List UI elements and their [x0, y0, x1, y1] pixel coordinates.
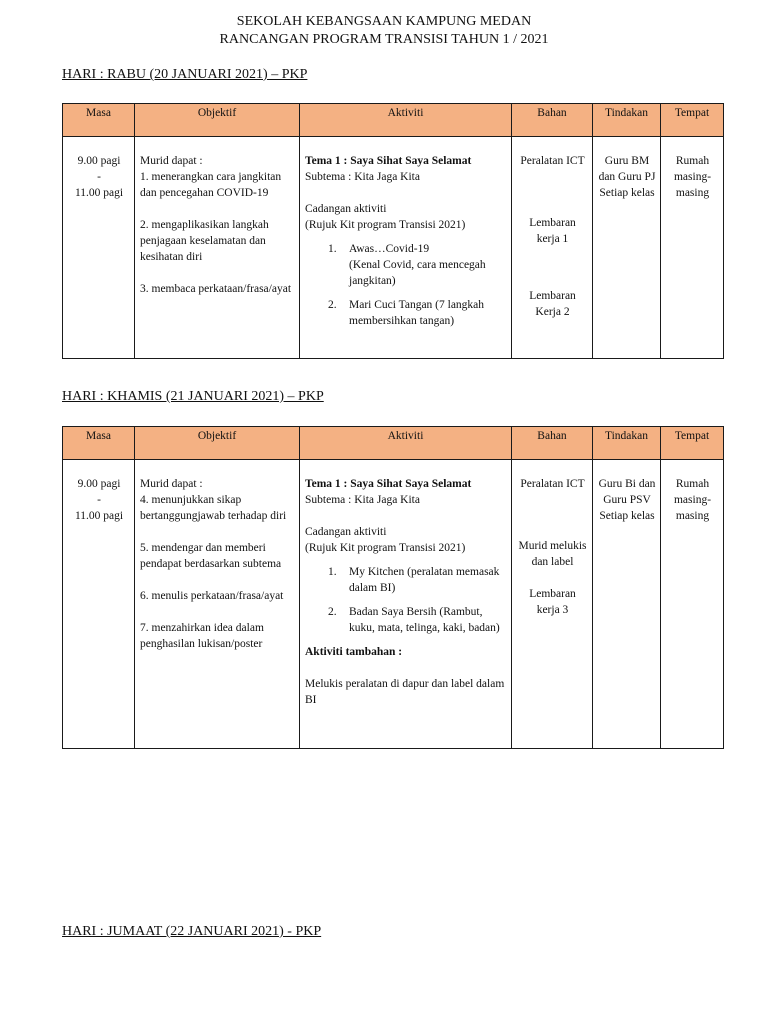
objektif-item: 1. menerangkan cara jangkitan dan pencegahan COVID-19 [140, 171, 282, 199]
tindakan-cell [593, 460, 661, 749]
school-name: SEKOLAH KEBANGSAAN KAMPUNG MEDAN [236, 14, 532, 29]
activity-list [305, 564, 507, 636]
objektif-item: 4. menunjukkan sikap bertanggungjawab terhadap diri [140, 494, 287, 522]
col-objektif: Objektif [135, 104, 300, 137]
table-row [63, 137, 724, 359]
table-header-row [63, 427, 724, 460]
day2-plan-table [62, 426, 724, 749]
col-aktiviti: Aktiviti [300, 427, 512, 460]
col-objektif: Objektif [135, 427, 300, 460]
col-masa: Masa [63, 104, 135, 137]
subtema-label: Subtema : Kita Jaga Kita [305, 171, 420, 183]
tempat-cell: Rumah masing-masing [661, 137, 724, 359]
tindakan-teacher: Guru BM dan Guru PJ [598, 155, 656, 183]
time-end: 11.00 pagi [74, 187, 124, 199]
objektif-item: 3. membaca perkataan/frasa/ayat [140, 283, 292, 295]
day1-plan-table [62, 103, 724, 359]
subtema-label: Subtema : Kita Jaga Kita [305, 494, 420, 506]
bahan-item: Lembaran kerja 1 [529, 217, 576, 245]
objektif-cell [135, 460, 300, 749]
time-end: 11.00 pagi [74, 510, 124, 522]
col-tindakan: Tindakan [593, 104, 661, 137]
objektif-item: 5. mendengar dan memberi pendapat berdasarkan subtema [140, 542, 282, 570]
table-row [63, 460, 724, 749]
col-bahan: Bahan [512, 104, 593, 137]
tambahan-label: Aktiviti tambahan : [305, 646, 403, 658]
bahan-item: Lembaran Kerja 2 [529, 290, 576, 318]
time-separator: - [97, 494, 101, 506]
bahan-item: Lembaran kerja 3 [529, 588, 576, 616]
time-separator: - [97, 171, 101, 183]
col-tempat: Tempat [661, 104, 724, 137]
masa-cell [63, 137, 135, 359]
bahan-item: Murid melukis dan label [518, 540, 587, 568]
list-item: 1. Awas…Covid-19 (Kenal Covid, cara mencegah jangkitan) [328, 243, 486, 287]
tindakan-scope: Setiap kelas [599, 187, 655, 199]
activity-list [305, 241, 507, 329]
program-title: RANCANGAN PROGRAM TRANSISI TAHUN 1 / 2021 [219, 32, 549, 47]
aktiviti-cell [300, 137, 512, 359]
tindakan-teacher: Guru Bi dan Guru PSV [598, 478, 656, 506]
masa-cell [63, 460, 135, 749]
objektif-cell [135, 137, 300, 359]
tema-label: Tema 1 : Saya Sihat Saya Selamat [305, 478, 472, 490]
list-item: 1. My Kitchen (peralatan memasak dalam BI) [328, 566, 500, 594]
objektif-item: 6. menulis perkataan/frasa/ayat [140, 590, 284, 602]
col-masa: Masa [63, 427, 135, 460]
day2-heading: HARI : KHAMIS (21 JANUARI 2021) – PKP [62, 389, 324, 404]
cadangan-label: Cadangan aktiviti [305, 526, 387, 538]
list-item: 2. Badan Saya Bersih (Rambut, kuku, mata, telinga, kaki, badan) [328, 606, 500, 634]
tindakan-cell [593, 137, 661, 359]
rujuk-label: (Rujuk Kit program Transisi 2021) [305, 542, 466, 554]
col-tempat: Tempat [661, 427, 724, 460]
col-tindakan: Tindakan [593, 427, 661, 460]
bahan-cell [512, 460, 593, 749]
objektif-intro: Murid dapat : [140, 155, 203, 167]
time-start: 9.00 pagi [77, 478, 121, 490]
tindakan-scope: Setiap kelas [599, 510, 655, 522]
tema-label: Tema 1 : Saya Sihat Saya Selamat [305, 155, 472, 167]
tambahan-text: Melukis peralatan di dapur dan label dalam BI [305, 678, 505, 706]
rujuk-label: (Rujuk Kit program Transisi 2021) [305, 219, 466, 231]
day3-heading: HARI : JUMAAT (22 JANUARI 2021) - PKP [62, 924, 322, 939]
bahan-item: Peralatan ICT [520, 478, 585, 490]
tempat-cell: Rumah masing-masing [661, 460, 724, 749]
list-item: 2. Mari Cuci Tangan (7 langkah membersihkan tangan) [328, 299, 485, 327]
col-bahan: Bahan [512, 427, 593, 460]
bahan-item: Peralatan ICT [520, 155, 585, 167]
bahan-cell [512, 137, 593, 359]
objektif-item: 7. menzahirkan idea dalam penghasilan lukisan/poster [140, 622, 264, 650]
time-start: 9.00 pagi [77, 155, 121, 167]
table-header-row [63, 104, 724, 137]
aktiviti-cell [300, 460, 512, 749]
day1-heading: HARI : RABU (20 JANUARI 2021) – PKP [62, 67, 308, 82]
cadangan-label: Cadangan aktiviti [305, 203, 387, 215]
objektif-item: 2. mengaplikasikan langkah penjagaan keselamatan dan kesihatan diri [140, 219, 269, 263]
col-aktiviti: Aktiviti [300, 104, 512, 137]
objektif-intro: Murid dapat : [140, 478, 203, 490]
